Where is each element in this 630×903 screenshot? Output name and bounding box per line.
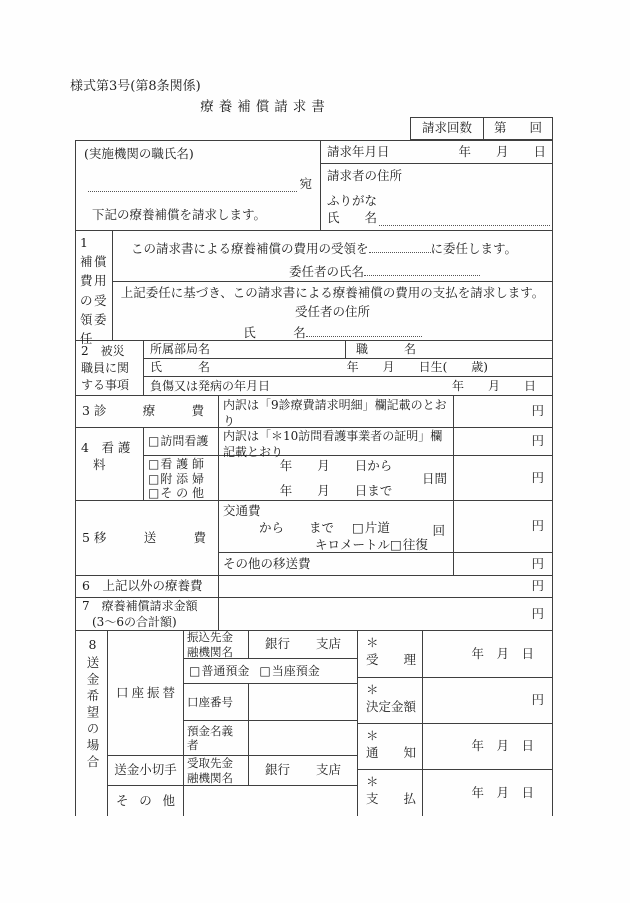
section3-label-part1: 3 診	[82, 403, 107, 419]
claim-date-value[interactable]: 年 月 日	[458, 143, 546, 159]
section7-label-line1: 7 療養補償請求金額	[82, 599, 198, 613]
sonota-char2: の	[139, 792, 152, 808]
checkbox-icon: □	[259, 663, 271, 678]
delegation-sentence-pre: この請求書による療養補償の費用の受領を	[131, 241, 369, 256]
transport-range: から まで	[259, 519, 335, 535]
delegation-row	[113, 231, 552, 282]
decision-amount-label-text: 決定金額	[366, 698, 417, 714]
visiting-nursing-checkbox[interactable]	[144, 428, 219, 455]
section4-label	[76, 428, 144, 500]
delegatee-address-label: 受任者の住所	[294, 303, 370, 319]
account-number-field[interactable]	[249, 684, 357, 720]
nursing-period-from: 年 月 日から	[279, 458, 393, 473]
account-holder-field[interactable]	[249, 721, 357, 755]
visiting-nursing-row	[144, 428, 552, 460]
account-holder-label-l1: 預金名義	[187, 723, 233, 738]
account-transfer-label[interactable]	[108, 631, 183, 756]
payment-date-value: 年 月 日	[471, 784, 534, 800]
nurse-type-checkboxes	[144, 456, 219, 501]
remittance-method-column	[108, 631, 184, 816]
receipt-label-text: 受 理	[366, 651, 417, 667]
checkbox-icon: □	[148, 471, 160, 486]
section5-label-part2: 送	[143, 529, 157, 545]
claim-date-label: 請求年月日	[327, 143, 390, 159]
form-number: 様式第3号(第8条関係)	[70, 79, 201, 94]
yen-unit: 円	[531, 605, 544, 621]
section6-label: 6 上記以外の療養費	[76, 576, 219, 597]
star-mark: ＊	[366, 682, 379, 697]
header-row	[76, 141, 552, 231]
claim-count-label: 請求回数	[411, 118, 484, 139]
branch-suffix: 支店	[316, 762, 342, 778]
nursing-amount[interactable]	[454, 456, 552, 501]
times-label: 回	[432, 523, 445, 538]
section5-label-part3: 費	[193, 529, 206, 545]
section8-side-label	[76, 631, 108, 816]
medical-fee-detail: 内訳は「9診療費請求明細」欄記載のとおり	[219, 396, 454, 427]
transfer-bank-label-l1: 振込先金	[187, 630, 233, 645]
section5-label	[76, 501, 219, 575]
nurse-period-row	[144, 456, 552, 501]
notice-date[interactable]	[423, 724, 552, 769]
delegation-sentence-post: に委任します。	[430, 241, 518, 256]
ordinary-deposit-checkbox[interactable]	[189, 663, 249, 679]
nursing-period-cell[interactable]	[219, 456, 454, 501]
claim-count-box	[410, 117, 553, 140]
other-method-field[interactable]	[184, 786, 357, 816]
section-4-nursing-fee	[76, 428, 552, 501]
nurse-other-label: そ の 他	[160, 486, 204, 501]
sonota-char1: そ	[116, 792, 129, 808]
yen-unit: 円	[531, 578, 544, 594]
section-5-transport-fee	[76, 501, 552, 576]
receiving-bank-label-l1: 受取先金	[187, 756, 233, 771]
yen-unit: 円	[531, 692, 544, 708]
round-trip-label: 往復	[402, 536, 428, 552]
injury-date-value[interactable]: 年 月 日	[451, 378, 536, 393]
other-medical-amount[interactable]	[219, 576, 552, 597]
one-way-checkbox[interactable]	[352, 520, 390, 535]
visiting-nursing-label: 訪問看護	[160, 434, 209, 449]
account-holder-label	[184, 721, 249, 755]
decision-amount-row	[358, 678, 552, 724]
star-mark: ＊	[366, 774, 379, 789]
section3-label-part2: 療	[142, 403, 156, 419]
payment-label-text: 支 払	[366, 790, 417, 806]
transport-label: 交通費	[223, 503, 261, 518]
transfer-bank-label	[184, 631, 249, 658]
form-title: 療養補償請求書	[200, 99, 330, 115]
decision-amount-label	[358, 678, 423, 723]
receipt-date-value: 年 月 日	[471, 645, 534, 661]
section2-label-line1: 2 被災	[81, 344, 125, 358]
claimant-cell	[321, 141, 552, 230]
addressee-line	[84, 176, 312, 193]
section2-label-line2: 職員に関	[81, 360, 130, 375]
transfer-bank-label-l2: 融機関名	[187, 644, 233, 659]
receiving-bank-label-l2: 融機関名	[187, 770, 233, 785]
star-mark: ＊	[366, 728, 379, 743]
receipt-row	[358, 631, 552, 678]
section2-label-line3: する事項	[81, 377, 130, 392]
name-birth-row	[144, 359, 552, 377]
attendant-checkbox[interactable]	[148, 472, 218, 487]
section3-label-part3: 費	[191, 403, 204, 419]
transfer-bank-field[interactable]	[249, 631, 357, 658]
delegatee-name-input-line[interactable]	[306, 323, 422, 337]
notice-label-text: 通 知	[366, 744, 417, 760]
payment-date[interactable]	[423, 770, 552, 816]
transport-km-line	[223, 537, 453, 554]
notice-date-value: 年 月 日	[471, 738, 534, 754]
section2-content	[144, 341, 552, 395]
section4-label-line2: 料	[93, 456, 106, 472]
claim-count-prefix: 第	[494, 120, 507, 136]
yen-unit: 円	[531, 433, 544, 449]
notice-label	[358, 724, 423, 769]
koza-char4: 替	[162, 684, 175, 700]
checkbox-icon: □	[148, 457, 160, 471]
transport-amount[interactable]	[454, 501, 552, 552]
furigana-label: ふりがな	[327, 193, 378, 209]
receipt-date[interactable]	[423, 631, 552, 677]
injury-date-row	[144, 377, 552, 395]
ordinary-deposit-label: 普通預金	[201, 663, 250, 678]
yen-unit: 円	[531, 518, 544, 534]
account-number-label: 口座番号	[184, 684, 249, 720]
bank-suffix: 銀行	[264, 762, 290, 778]
visiting-nursing-amount[interactable]	[454, 428, 552, 455]
decision-amount-value[interactable]	[423, 678, 552, 723]
section3-label	[76, 396, 219, 427]
bank-suffix: 銀行	[264, 636, 290, 652]
addressee-suffix: 宛	[299, 175, 312, 191]
koza-char3: 振	[146, 684, 160, 700]
sonota-char3: 他	[162, 792, 175, 808]
office-use-column	[358, 631, 552, 816]
section7-label	[76, 598, 219, 630]
section1-label-text: 補償費用の受領委任	[80, 253, 109, 347]
section-6-other-medical	[76, 576, 552, 598]
transport-row	[219, 501, 552, 553]
checkbox-icon: □	[390, 536, 402, 552]
checkbox-icon: □	[352, 519, 364, 535]
one-way-label: 片道	[364, 519, 390, 535]
notice-row	[358, 724, 552, 770]
claimant-name-label: 氏 名	[327, 210, 378, 226]
remittance-check-label[interactable]: 送金小切手	[108, 756, 183, 786]
total-claim-amount[interactable]	[219, 598, 552, 630]
payment-request-row	[113, 282, 552, 342]
delegator-name-input-line[interactable]	[364, 262, 480, 276]
yen-unit: 円	[531, 403, 544, 419]
other-method-label[interactable]	[108, 786, 183, 816]
injury-date-label: 負傷又は発病の年月日	[150, 378, 271, 393]
section-2-employee	[76, 341, 552, 396]
claim-count-value[interactable]	[484, 118, 552, 139]
employee-name-label: 氏 名	[150, 360, 211, 375]
nurse-label: 看 護 師	[160, 457, 204, 471]
checkbox-icon: □	[148, 434, 160, 449]
main-form-table	[75, 140, 553, 816]
section-7-total-claim	[76, 598, 552, 631]
medical-fee-amount[interactable]	[454, 396, 552, 427]
claim-count-suffix: 回	[529, 120, 542, 136]
section4-content	[144, 428, 552, 500]
dept-name-label: 所属部局名	[144, 341, 346, 358]
addressee-cell	[76, 141, 321, 230]
addressee-input-line[interactable]	[88, 178, 297, 192]
nurse-other-checkbox[interactable]	[148, 486, 218, 501]
receiving-bank-field[interactable]	[249, 756, 357, 785]
section-1-delegation	[76, 231, 552, 347]
section7-label-line2: (3〜6の合計額)	[92, 614, 177, 629]
receiving-bank-label	[184, 756, 249, 785]
yen-unit: 円	[531, 470, 544, 485]
job-title-label: 職 名	[356, 342, 417, 357]
claimant-address-label: 請求者の住所	[327, 168, 403, 183]
nurse-checkbox[interactable]	[148, 457, 218, 472]
account-holder-label-l2: 者	[187, 738, 199, 752]
section1-content	[113, 231, 552, 340]
checkbox-icon: □	[189, 663, 201, 678]
claim-date-row	[321, 141, 552, 164]
receipt-label	[358, 631, 423, 677]
star-mark: ＊	[366, 635, 379, 650]
kilometers-label: キロメートル	[315, 536, 391, 552]
payment-row	[358, 770, 552, 816]
agency-name-label: (実施機関の職氏名)	[84, 146, 194, 161]
round-trip-checkbox[interactable]	[390, 537, 428, 552]
transfer-bank-row	[184, 631, 357, 659]
section4-label-line1: 4 看 護	[81, 440, 131, 455]
bank-detail-column	[184, 631, 358, 816]
section8-side-label-text: 8送金希望の場合	[84, 637, 100, 772]
current-deposit-label: 当座預金	[271, 663, 320, 678]
claim-statement: 下記の療養補償を請求します。	[92, 206, 267, 222]
checkbox-icon: □	[148, 486, 160, 501]
delegatee-input-line[interactable]	[369, 239, 431, 253]
account-number-row	[184, 684, 357, 721]
receiving-bank-row	[184, 756, 357, 786]
deposit-type-row	[184, 659, 357, 684]
section-3-medical-fee	[76, 396, 552, 428]
birth-date-value[interactable]: 年 月 日生( 歳)	[346, 360, 488, 375]
delegator-name-label: 委任者の氏名	[289, 263, 365, 279]
koza-char2: 座	[131, 684, 144, 700]
nursing-detail: 内訳は「＊10訪問看護事業者の証明」欄記載とおり	[219, 428, 454, 455]
other-transport-row	[219, 553, 552, 575]
other-transport-amount[interactable]	[454, 553, 552, 575]
section1-label	[76, 231, 113, 347]
koza-char1: 口	[116, 684, 129, 700]
section5-content	[219, 501, 552, 575]
payment-request-sentence: 上記委任に基づき、この請求書による療養補償の費用の支払を請求します。	[120, 284, 545, 300]
account-holder-row	[184, 721, 357, 756]
claimant-name-block	[321, 193, 552, 230]
section1-number: 1	[80, 235, 88, 250]
section5-label-part1: 5 移	[82, 529, 107, 545]
transport-range-line	[223, 520, 453, 537]
attendant-label: 附 添 婦	[160, 471, 204, 486]
branch-suffix: 支店	[316, 636, 342, 652]
other-transport-label: その他の移送費	[219, 553, 454, 575]
nursing-period-to: 年 月 日まで	[279, 483, 393, 498]
delegatee-name-label: 氏 名	[243, 324, 306, 340]
section2-label	[76, 341, 144, 395]
yen-unit: 円	[531, 555, 544, 571]
payment-label	[358, 770, 423, 816]
dept-row	[144, 341, 552, 359]
claimant-name-input-line[interactable]	[379, 212, 550, 226]
nursing-days: 日間	[421, 471, 447, 486]
transport-cell[interactable]	[219, 501, 454, 552]
section-8-remittance	[76, 631, 552, 816]
current-deposit-checkbox[interactable]	[259, 663, 319, 679]
